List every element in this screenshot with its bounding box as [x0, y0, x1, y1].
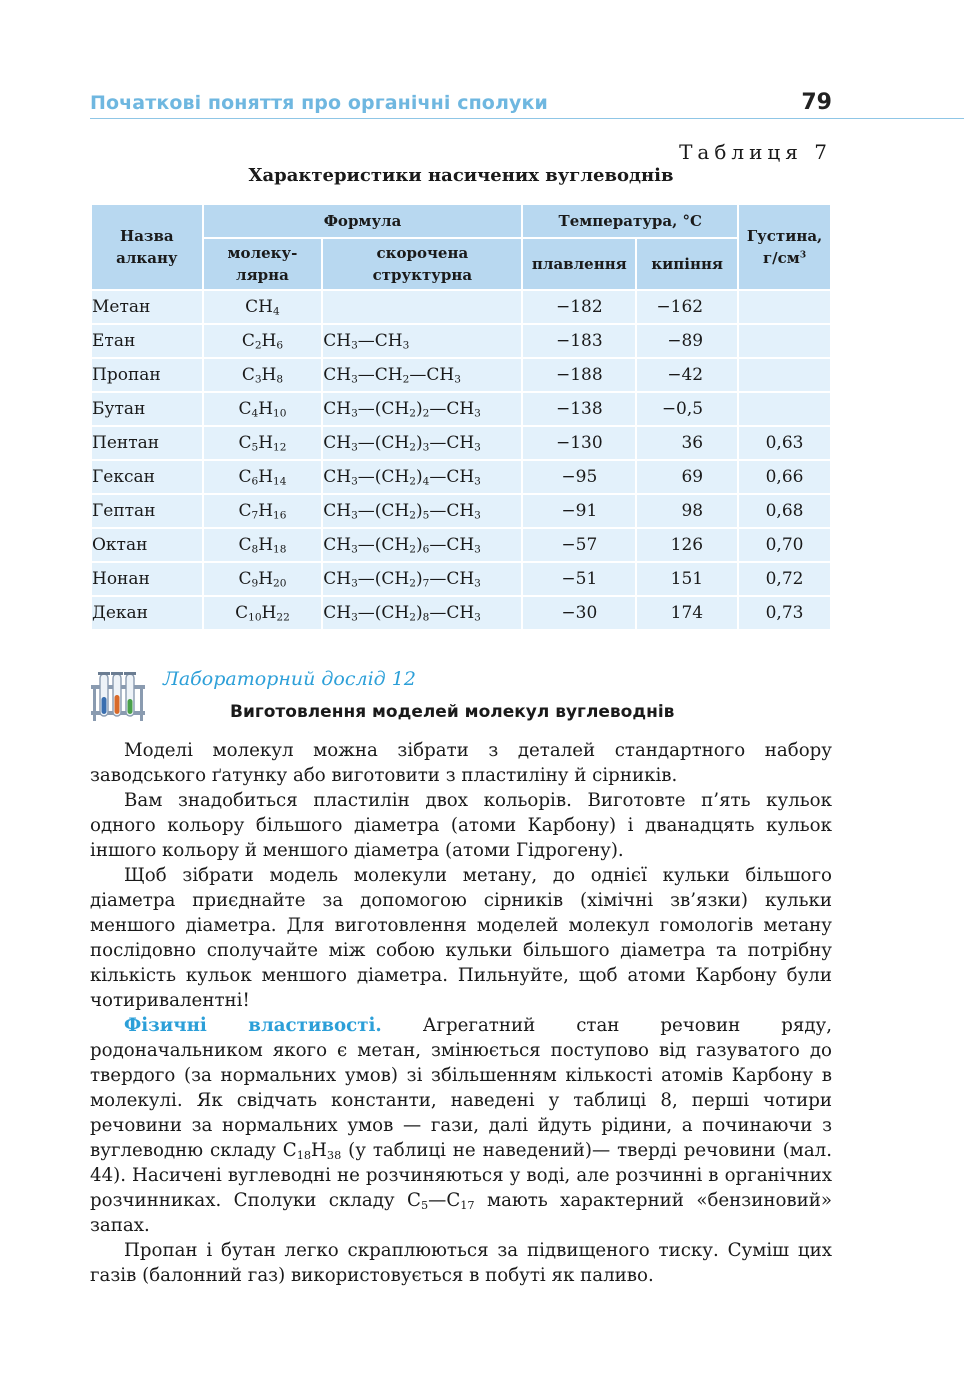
header-molecular: молеку- лярна — [203, 238, 323, 290]
boiling-point: −89 — [636, 324, 738, 358]
density — [738, 392, 831, 426]
density: 0,66 — [738, 460, 831, 494]
section-lead: Фізичні властивості. — [124, 1015, 382, 1036]
boiling-point: −0,5 — [636, 392, 738, 426]
melting-point: −91 — [522, 494, 636, 528]
header-melting: плавлення — [522, 238, 636, 290]
structural-formula: $CH_3—(CH_2)_2—CH_3$ — [322, 392, 522, 426]
page-header — [90, 90, 832, 120]
chapter-title: Початкові поняття про органічні сполуки — [90, 92, 548, 114]
melting-point: −57 — [522, 528, 636, 562]
page-number: 79 — [801, 90, 832, 115]
structural-formula: $CH_3—(CH_2)_5—CH_3$ — [322, 494, 522, 528]
boiling-point: −162 — [636, 290, 738, 324]
structural-formula: $CH_3—CH_3$ — [322, 324, 522, 358]
lab-experiment — [90, 668, 832, 724]
formula-range: $C_5—C_{17}$ — [407, 1190, 475, 1212]
density: 0,63 — [738, 426, 831, 460]
density: 0,73 — [738, 596, 831, 630]
structural-formula: $CH_3—(CH_2)_7—CH_3$ — [322, 562, 522, 596]
table-caption: Характеристики насичених вуглеводнів — [248, 165, 674, 186]
structural-formula: $CH_3—(CH_2)_3—CH_3$ — [322, 426, 522, 460]
melting-point: −183 — [522, 324, 636, 358]
molecular-formula: $C_5H_{12}$ — [203, 426, 323, 460]
header-structural: скорочена структурна — [322, 238, 522, 290]
molecular-formula: $C_9H_{20}$ — [203, 562, 323, 596]
alkane-name: Декан — [91, 596, 203, 630]
header-density: Густина, $г/см^3$ — [738, 204, 831, 290]
structural-formula: $CH_3—CH_2—CH_3$ — [322, 358, 522, 392]
table-row — [91, 460, 831, 494]
boiling-point: −42 — [636, 358, 738, 392]
molecular-formula: $CH_4$ — [203, 290, 323, 324]
structural-formula — [322, 290, 522, 324]
molecular-formula: $C_4H_{10}$ — [203, 392, 323, 426]
table-row — [91, 528, 831, 562]
paragraph-2: Вам знадобиться пластилін двох кольорів. Виготовте п’ять кульок одного кольору більшого діаметра (атоми Карбону) і дванадцять кульок іншого кольору й меншого діаметра (атоми Гідрогену). — [90, 790, 832, 861]
table-row — [91, 290, 831, 324]
alkane-name: Октан — [91, 528, 203, 562]
boiling-point: 98 — [636, 494, 738, 528]
molecular-formula: $C_7H_{16}$ — [203, 494, 323, 528]
molecular-formula: $C_8H_{18}$ — [203, 528, 323, 562]
boiling-point: 174 — [636, 596, 738, 630]
paragraph-4: Фізичні властивості. Агрегатний стан речовин ряду, родоначальником якого є метан, змінюється поступово від газуватого до твердого (за нормальних умов) зі збільшенням кількості атомів Карбону в молекулі. Як свідчать константи, наведені у таблиці 8, перші чотири речовини за нормальних умов — гази, далі йдуть рідини, а починаючи з вуглеводню складу $C_{18}H_{38}$ (у таблиці не наведений)— тверді речовини (мал. 44). Насичені вуглеводні не розчиняються у воді, але розчинні в органічних розчинниках. Сполуки складу $C_5—C_{17}$ мають характерний «бензиновий» запах. — [90, 1015, 833, 1236]
melting-point: −138 — [522, 392, 636, 426]
table-row — [91, 324, 831, 358]
header-divider — [90, 118, 964, 119]
table-row — [91, 596, 831, 630]
density: 0,68 — [738, 494, 831, 528]
header-boiling: кипіння — [636, 238, 738, 290]
melting-point: −130 — [522, 426, 636, 460]
table-row — [91, 358, 831, 392]
alkane-name: Бутан — [91, 392, 203, 426]
density: 0,70 — [738, 528, 831, 562]
density — [738, 324, 831, 358]
alkane-name: Метан — [91, 290, 203, 324]
molecular-formula: $C_6H_{14}$ — [203, 460, 323, 494]
table-body — [91, 290, 831, 630]
melting-point: −182 — [522, 290, 636, 324]
formula: $C_{18}H_{38}$ — [282, 1140, 342, 1162]
table-row — [91, 562, 831, 596]
boiling-point: 151 — [636, 562, 738, 596]
alkane-name: Гексан — [91, 460, 203, 494]
alkane-name: Нонан — [91, 562, 203, 596]
density: 0,72 — [738, 562, 831, 596]
melting-point: −51 — [522, 562, 636, 596]
lab-heading: Виготовлення моделей молекул вуглеводнів — [230, 702, 675, 722]
body-text — [90, 738, 832, 1288]
melting-point: −95 — [522, 460, 636, 494]
header-temperature: Температура, °C — [522, 204, 738, 238]
table-row — [91, 426, 831, 460]
alkane-name: Гептан — [91, 494, 203, 528]
melting-point: −30 — [522, 596, 636, 630]
melting-point: −188 — [522, 358, 636, 392]
structural-formula: $CH_3—(CH_2)_8—CH_3$ — [322, 596, 522, 630]
structural-formula: $CH_3—(CH_2)_6—CH_3$ — [322, 528, 522, 562]
boiling-point: 126 — [636, 528, 738, 562]
boiling-point: 69 — [636, 460, 738, 494]
density — [738, 358, 831, 392]
header-formula: Формула — [203, 204, 523, 238]
table-row — [91, 392, 831, 426]
alkane-name: Пропан — [91, 358, 203, 392]
density — [738, 290, 831, 324]
test-tubes-icon — [90, 671, 146, 723]
boiling-point: 36 — [636, 426, 738, 460]
paragraph-1: Моделі молекул можна зібрати з деталей стандартного набору заводського ґатунку або виготовити з пластиліну й сірників. — [90, 740, 832, 786]
alkane-name: Етан — [91, 324, 203, 358]
alkane-name: Пентан — [91, 426, 203, 460]
table-row — [91, 494, 831, 528]
alkanes-table — [90, 203, 832, 631]
structural-formula: $CH_3—(CH_2)_4—CH_3$ — [322, 460, 522, 494]
paragraph-3: Щоб зібрати модель молекули метану, до однієї кульки більшого діаметра приєднайте за допомогою сірників (хімічні зв’язки) кульки меншого діаметра. Для виготовлення моделей молекул гомологів метану послідовно сполучайте між собою кульки більшого діаметра та потрібну кількість кульок меншого діаметра. Пильнуйте, щоб атоми Карбону були чотиривалентні! — [90, 865, 832, 1011]
lab-title: Лабораторний дослід 12 — [163, 668, 416, 690]
paragraph-5: Пропан і бутан легко скраплюються за підвищеного тиску. Суміш цих газів (балонний газ) використовується в побуті як паливо. — [90, 1240, 832, 1286]
molecular-formula: $C_2H_6$ — [203, 324, 323, 358]
molecular-formula: $C_3H_8$ — [203, 358, 323, 392]
table-label: Таблиця 7 — [679, 140, 832, 164]
molecular-formula: $C_{10}H_{22}$ — [203, 596, 323, 630]
header-name: Назва алкану — [91, 204, 203, 290]
